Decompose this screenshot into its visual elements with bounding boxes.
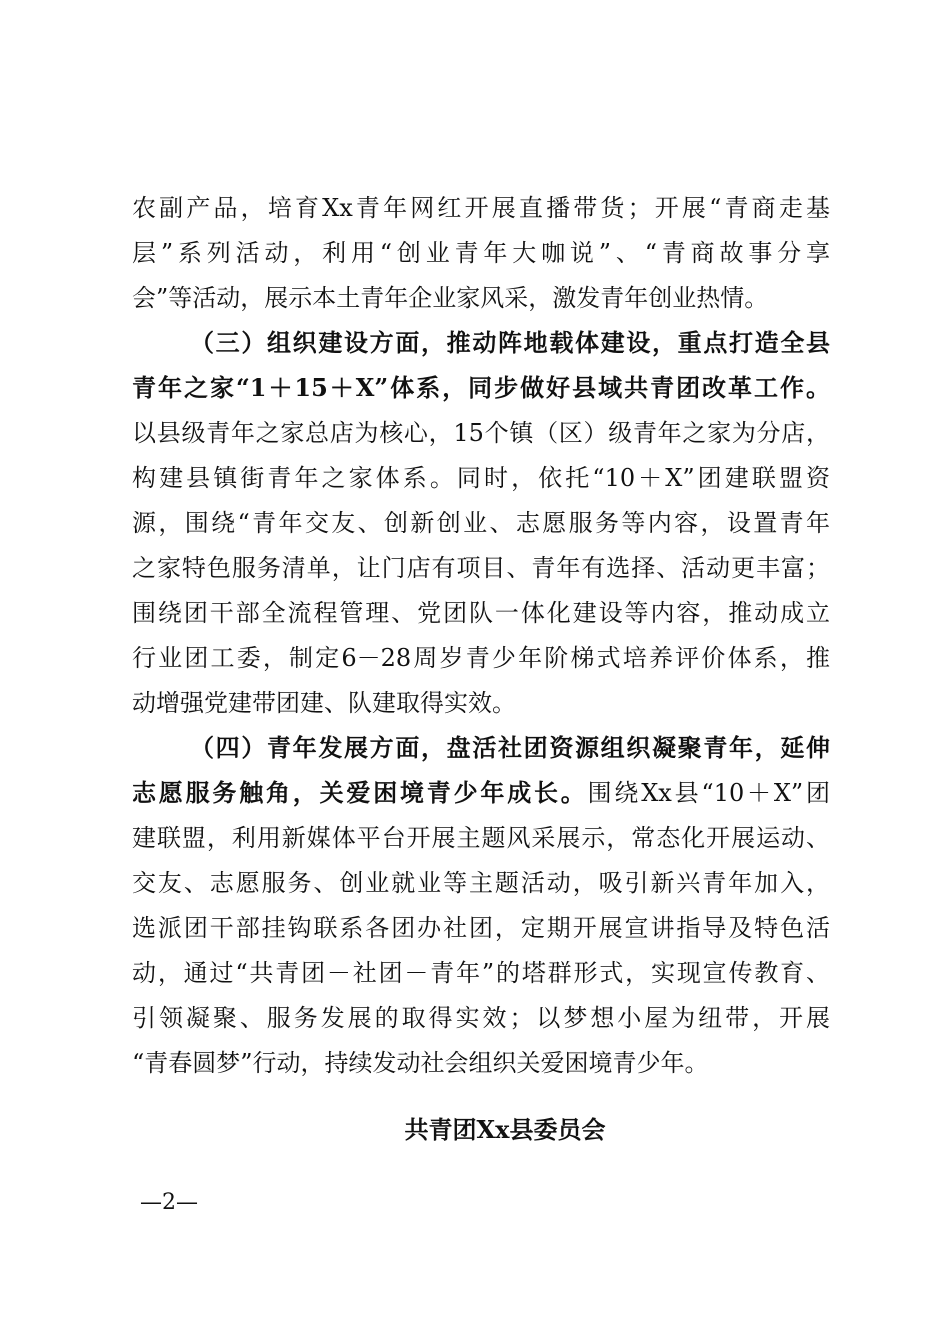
text-line bbox=[132, 956, 830, 990]
body-text: 以县级青年之家总店为核心，15个镇（区）级青年之家为分店， bbox=[132, 419, 830, 447]
bold-text: 志愿服务触角，关爱困境青少年成长。 bbox=[132, 778, 588, 807]
text-line bbox=[132, 191, 830, 225]
body-text: 围绕团干部全流程管理、党团队一体化建设等内容，推动成立 bbox=[132, 599, 830, 627]
body-text: 行业团工委，制定6－28周岁青少年阶梯式培养评价体系，推 bbox=[132, 644, 830, 672]
bold-text: 青年之家“1＋15＋X”体系，同步做好县域共青团改革工作。 bbox=[132, 373, 830, 402]
text-line bbox=[132, 641, 830, 675]
text-line bbox=[132, 371, 830, 405]
text-line bbox=[132, 461, 830, 495]
text-line bbox=[132, 686, 830, 720]
body-text: 动，通过“共青团－社团－青年”的塔群形式，实现宣传教育、 bbox=[132, 959, 830, 987]
text-line bbox=[132, 416, 830, 450]
bold-text: （四）青年发展方面，盘活社团资源组织凝聚青年，延伸 bbox=[190, 733, 830, 762]
body-text: 会”等活动，展示本土青年企业家风采，激发青年创业热情。 bbox=[132, 284, 769, 312]
body-text: 建联盟，利用新媒体平台开展主题风采展示，常态化开展运动、 bbox=[132, 824, 830, 852]
body-text: 交友、志愿服务、创业就业等主题活动，吸引新兴青年加入， bbox=[132, 869, 830, 897]
text-line bbox=[132, 866, 830, 900]
body-text: 构建县镇街青年之家体系。同时，依托“10＋X”团建联盟资 bbox=[132, 464, 830, 492]
text-line bbox=[132, 821, 830, 855]
text-line bbox=[132, 551, 830, 585]
text-line bbox=[132, 506, 830, 540]
text-line bbox=[132, 281, 830, 315]
signature: 共青团Xx县委员会 bbox=[404, 1115, 606, 1144]
text-line bbox=[132, 776, 830, 810]
page-number: —2— bbox=[140, 1190, 198, 1215]
text-line bbox=[132, 1001, 830, 1035]
body-text: 之家特色服务清单，让门店有项目、青年有选择、活动更丰富； bbox=[132, 554, 830, 582]
body-text: 农副产品，培育Xx青年网红开展直播带货；开展“青商走基 bbox=[132, 194, 830, 222]
body-text: 层”系列活动，利用“创业青年大咖说”、“青商故事分享 bbox=[132, 239, 830, 267]
text-line bbox=[132, 236, 830, 270]
text-line bbox=[132, 596, 830, 630]
body-text: 选派团干部挂钩联系各团办社团，定期开展宣讲指导及特色活 bbox=[132, 914, 830, 942]
text-line bbox=[132, 1046, 830, 1080]
text-line bbox=[132, 326, 830, 360]
text-line bbox=[132, 731, 830, 765]
body-text: 引领凝聚、服务发展的取得实效；以梦想小屋为纽带，开展 bbox=[132, 1004, 830, 1032]
body-text: 围绕Xx县“10＋X”团 bbox=[587, 779, 830, 807]
body-text: 源，围绕“青年交友、创新创业、志愿服务等内容，设置青年 bbox=[132, 509, 830, 537]
body-text: 动增强党建带团建、队建取得实效。 bbox=[132, 689, 516, 717]
text-line bbox=[132, 911, 830, 945]
body-text: “青春圆梦”行动，持续发动社会组织关爱困境青少年。 bbox=[132, 1049, 709, 1077]
bold-text: （三）组织建设方面，推动阵地载体建设，重点打造全县 bbox=[190, 328, 830, 357]
